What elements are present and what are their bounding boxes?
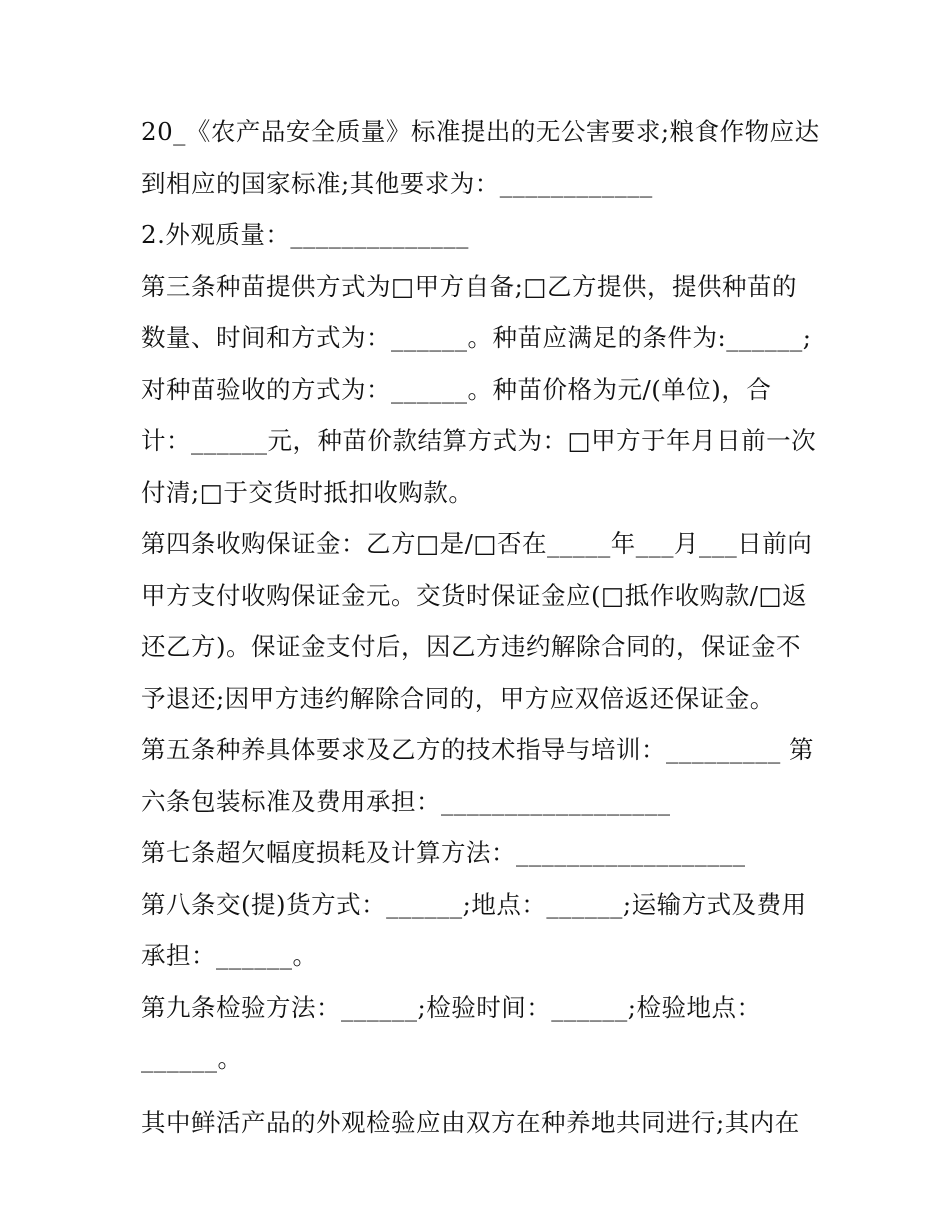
text-line: 第三条种苗提供方式为□甲方自备;□乙方提供，提供种苗的 — [141, 271, 798, 301]
text-line: 第五条种养具体要求及乙方的技术指导与培训：_________ 第 — [141, 735, 815, 764]
text-line: 还乙方)。保证金支付后，因乙方违约解除合同的，保证金不 — [141, 632, 802, 661]
text-line: 到相应的国家标准;其他要求为：____________ — [141, 168, 653, 198]
text-line: 计：______元，种苗价款结算方式为：□甲方于年月日前一次 — [141, 426, 817, 455]
text-line: 六条包装标准及费用承担：__________________ — [141, 786, 671, 816]
text-line: 第九条检验方法：______;检验时间：______;检验地点： — [141, 992, 762, 1022]
text-line: 甲方支付收购保证金元。交货时保证金应(□抵作收购款/□返 — [141, 580, 808, 610]
text-line: 20_《农产品安全质量》标准提出的无公害要求;粮食作物应达 — [141, 117, 820, 146]
text-line: 第七条超欠幅度损耗及计算方法：__________________ — [141, 838, 746, 867]
text-line: 承担：______。 — [141, 941, 318, 970]
text-line: 其中鲜活产品的外观检验应由双方在种养地共同进行;其内在 — [141, 1107, 800, 1137]
text-line: 予退还;因甲方违约解除合同的，甲方应双倍返还保证金。 — [141, 683, 775, 713]
text-line: 2.外观质量：______________ — [141, 220, 469, 249]
text-line: 数量、时间和方式为：______。种苗应满足的条件为:______; — [141, 323, 812, 352]
text-line: ______。 — [141, 1044, 243, 1073]
text-line: 第八条交(提)货方式：______;地点：______;运输方式及费用 — [141, 889, 807, 919]
text-line: 付清;□于交货时抵扣收购款。 — [141, 477, 474, 507]
text-line: 对种苗验收的方式为：______。种苗价格为元/(单位)，合 — [141, 374, 772, 404]
contract-body — [141, 106, 821, 1148]
text-line: 第四条收购保证金：乙方□是/□否在_____年___月___日前向 — [141, 529, 813, 558]
